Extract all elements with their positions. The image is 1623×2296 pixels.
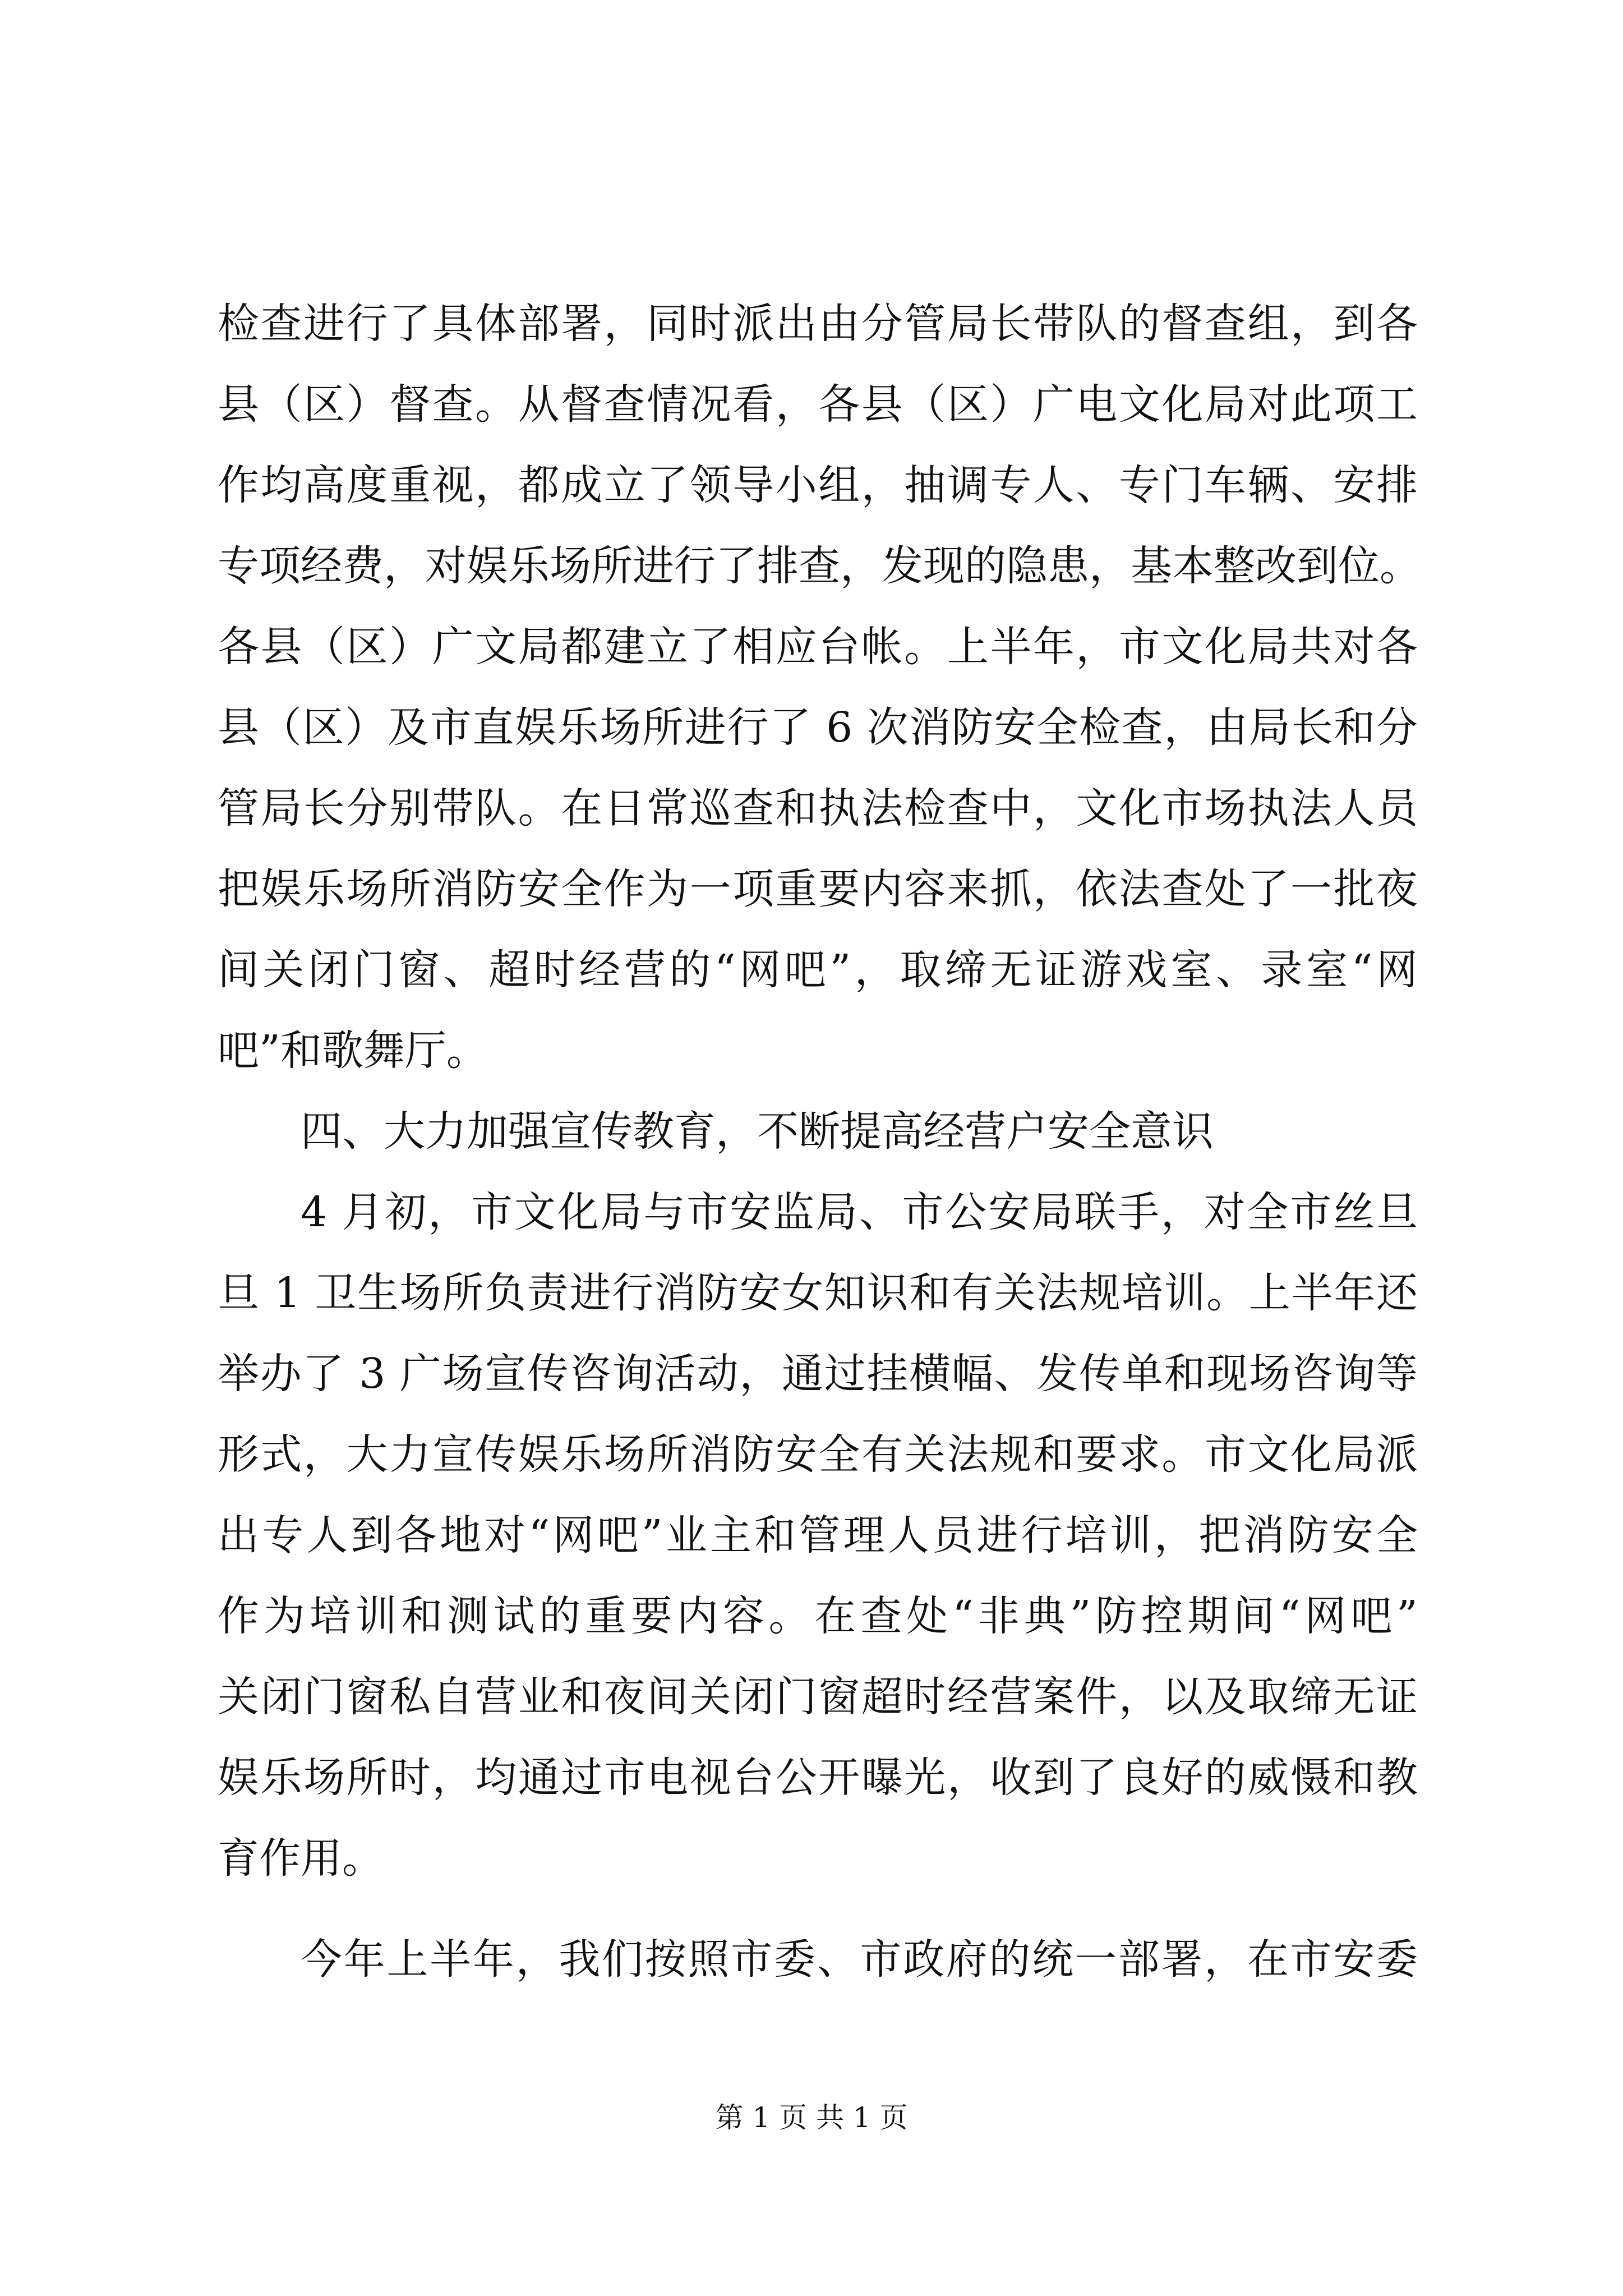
text-line: 县（区）及市直娱乐场所进行了 6 次消防安全检查，由局长和分	[218, 703, 1418, 752]
text-line: 关闭门窗私自营业和夜间关闭门窗超时经营案件，以及取缔无证	[218, 1673, 1418, 1721]
text-line: 作均高度重视，都成立了领导小组，抽调专人、专门车辆、安排	[218, 461, 1418, 509]
text-line: 旦 1 卫生场所负责进行消防安女知识和有关法规培训。上半年还	[218, 1269, 1418, 1317]
text-line: 娱乐场所时，均通过市电视台公开曝光，收到了良好的威慑和教	[218, 1754, 1418, 1802]
text-line: 县（区）督查。从督查情况看，各县（区）广电文化局对此项工	[218, 380, 1418, 429]
text-line: 专项经费，对娱乐场所进行了排查，发现的隐患，基本整改到位。	[218, 542, 1421, 590]
text-line: 举办了 3 广场宣传咨询活动，通过挂横幅、发传单和现场咨询等	[218, 1350, 1418, 1398]
text-line: 形式，大力宣传娱乐场所消防安全有关法规和要求。市文化局派	[218, 1430, 1418, 1479]
document-body	[218, 283, 1421, 2000]
page-footer: 第 1 页 共 1 页	[715, 2101, 908, 2134]
text-line: 吧”和歌舞厅。	[218, 1027, 488, 1075]
text-line: 把娱乐场所消防安全作为一项重要内容来抓，依法查处了一批夜	[218, 865, 1418, 913]
text-line: 今年上半年，我们按照市委、市政府的统一部署，在市安委	[301, 1935, 1418, 1984]
text-line: 出专人到各地对“网吧”业主和管理人员进行培训，把消防安全	[218, 1511, 1418, 1559]
text-line: 4 月初，市文化局与市安监局、市公安局联手，对全市丝旦	[301, 1188, 1418, 1236]
text-line: 育作用。	[218, 1834, 384, 1883]
text-line: 检查进行了具体部署，同时派出由分管局长带队的督查组，到各	[218, 300, 1418, 348]
text-line: 管局长分别带队。在日常巡查和执法检查中，文化市场执法人员	[218, 784, 1418, 832]
text-line: 作为培训和测试的重要内容。在查处“非典”防控期间“网吧”	[218, 1592, 1418, 1640]
text-line: 间关闭门窗、超时经营的“网吧”，取缔无证游戏室、录室“网	[218, 946, 1418, 994]
text-line: 各县（区）广文局都建立了相应台帐。上半年，市文化局共对各	[218, 623, 1418, 671]
section-heading: 四、大力加强宣传教育，不断提高经营户安全意识	[301, 1107, 1214, 1156]
